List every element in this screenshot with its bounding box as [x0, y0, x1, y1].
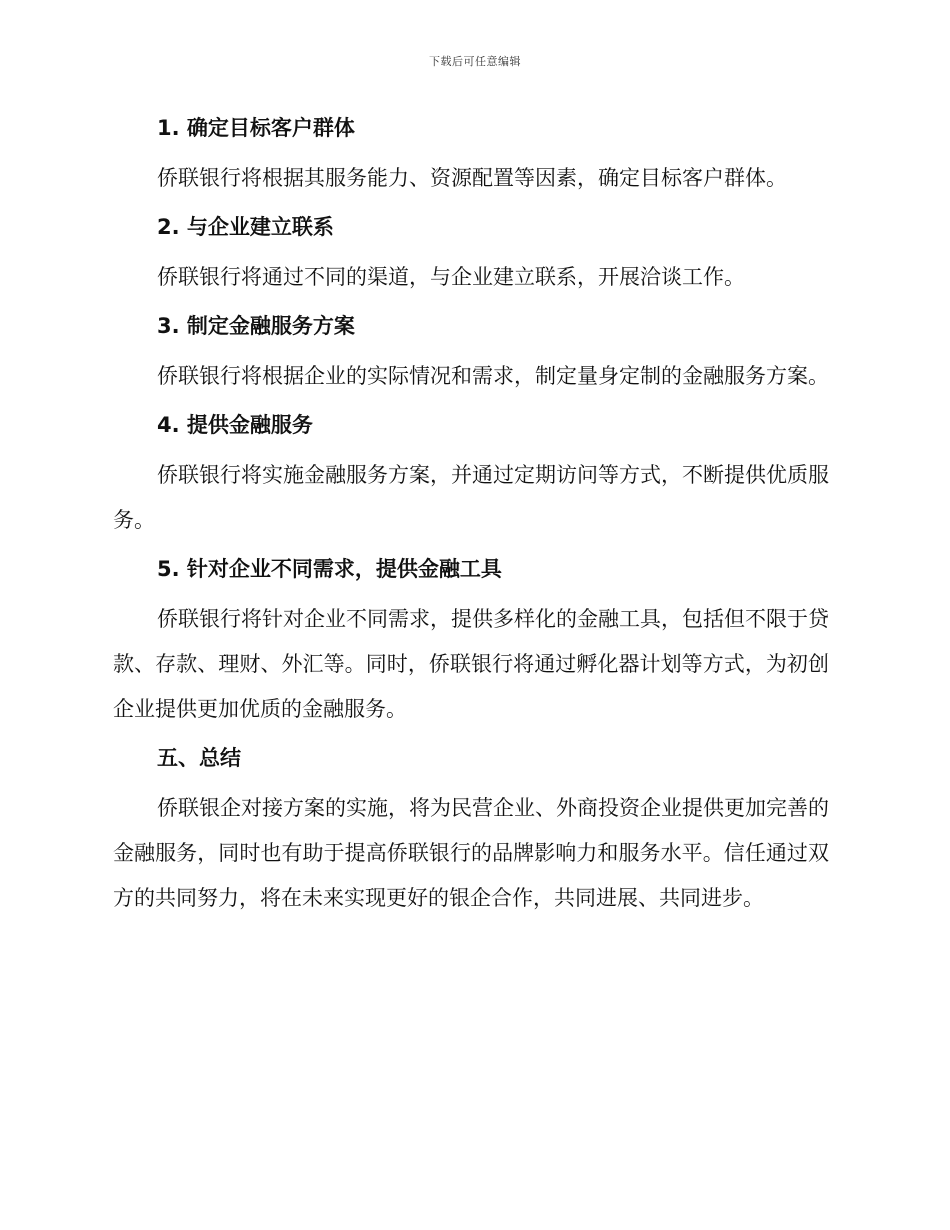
document-body	[113, 112, 829, 921]
section-paragraph: 侨联银行将针对企业不同需求，提供多样化的金融工具，包括但不限于贷款、存款、理财、外汇等。同时，侨联银行将通过孵化器计划等方式，为初创企业提供更加优质的金融服务。	[113, 607, 829, 721]
section-heading: 五、总结	[157, 746, 241, 770]
section-paragraph: 侨联银行将通过不同的渠道，与企业建立联系，开展洽谈工作。	[157, 265, 745, 289]
section-paragraph: 侨联银企对接方案的实施，将为民营企业、外商投资企业提供更加完善的金融服务，同时也有助于提高侨联银行的品牌影响力和服务水平。信任通过双方的共同努力，将在未来实现更好的银企合作，共同进展、共同进步。	[113, 796, 829, 910]
section-paragraph: 侨联银行将根据企业的实际情况和需求，制定量身定制的金融服务方案。	[157, 364, 829, 388]
section-paragraph: 侨联银行将根据其服务能力、资源配置等因素，确定目标客户群体。	[157, 166, 787, 190]
section-heading: 5. 针对企业不同需求，提供金融工具	[157, 557, 502, 581]
section-heading: 4. 提供金融服务	[157, 413, 313, 437]
section-paragraph: 侨联银行将实施金融服务方案，并通过定期访问等方式，不断提供优质服务。	[113, 463, 829, 532]
section-heading: 1. 确定目标客户群体	[157, 116, 355, 140]
page-header-note: 下载后可任意编辑	[429, 55, 521, 68]
section-heading: 2. 与企业建立联系	[157, 215, 334, 239]
section-heading: 3. 制定金融服务方案	[157, 314, 355, 338]
